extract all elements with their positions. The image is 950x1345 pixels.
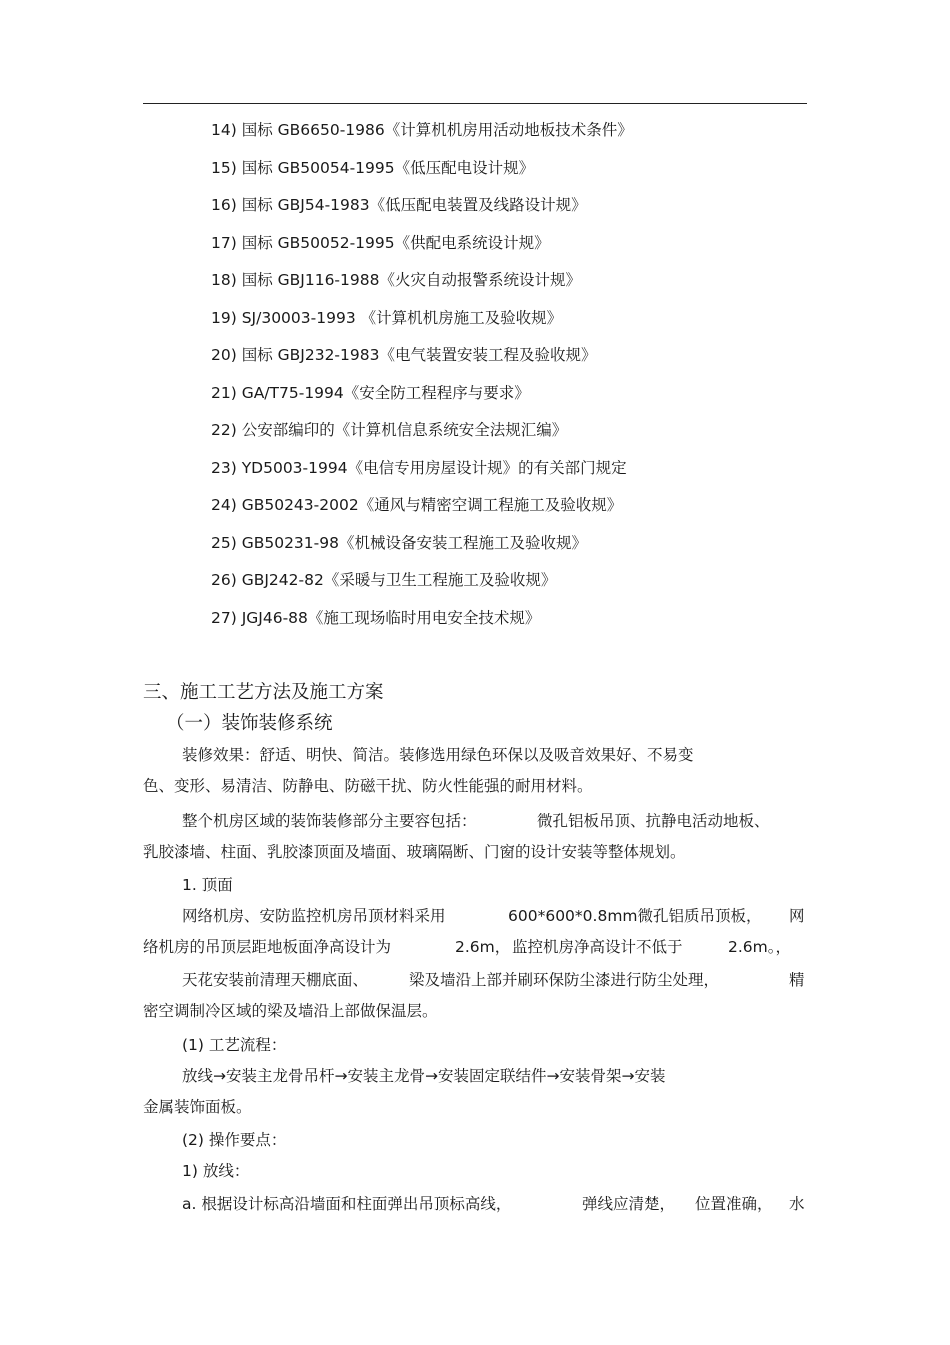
para2-line1b: 微孔铝板吊顶、抗静电活动地板、 <box>537 812 770 830</box>
step1-title: (1) 工艺流程： <box>182 1036 287 1054</box>
reference-item: 14) 国标 GB6650-1986《计算机机房用活动地板技术条件》 <box>211 121 633 139</box>
para1-line1: 装修效果：舒适、明快、简洁。装修选用绿色环保以及吸音效果好、不易变 <box>182 746 694 764</box>
reference-item: 22) 公安部编印的《计算机信息系统安全法规汇编》 <box>211 421 568 439</box>
reference-item: 26) GBJ242-82《采暖与卫生工程施工及验收规》 <box>211 571 557 589</box>
reference-item: 24) GB50243-2002《通风与精密空调工程施工及验收规》 <box>211 496 623 514</box>
reference-item: 17) 国标 GB50052-1995《供配电系统设计规》 <box>211 233 550 252</box>
para4-line1c: 精 <box>789 971 805 989</box>
reference-item: 20) 国标 GBJ232-1983《电气装置安装工程及验收规》 <box>211 346 597 364</box>
reference-item: 23) YD5003-1994《电信专用房屋设计规》的有关部门规定 <box>211 458 627 477</box>
flow-line1: 放线→安装主龙骨吊杆→安装主龙骨→安装固定联结件→安装骨架→安装 <box>182 1067 666 1085</box>
para3-line2c: 监控机房净高设计不低于 <box>512 938 683 956</box>
section-heading: 三、施工工艺方法及施工方案 <box>143 682 384 703</box>
para4-line1b: 梁及墙沿上部并刷环保防尘漆进行防尘处理， <box>409 971 720 989</box>
item1-title: 1. 顶面 <box>182 876 233 894</box>
reference-item: 19) SJ/30003-1993 《计算机机房施工及验收规》 <box>211 308 563 327</box>
para3-line2d: 2.6m。， <box>728 938 791 956</box>
point-a-part4: 水 <box>789 1195 805 1213</box>
para3-line1b: 600*600*0.8mm微孔铝质吊顶板， <box>508 907 762 925</box>
para2-line1a: 整个机房区域的装饰装修部分主要容包括： <box>182 812 477 830</box>
point-a-part1: a. 根据设计标高沿墙面和柱面弹出吊顶标高线， <box>182 1195 512 1213</box>
reference-item: 18) 国标 GBJ116-1988《火灾自动报警系统设计规》 <box>211 271 581 289</box>
step2-title: (2) 操作要点： <box>182 1131 287 1149</box>
para3-line1a: 网络机房、安防监控机房吊顶材料采用 <box>182 907 446 925</box>
reference-item: 25) GB50231-98《机械设备安装工程施工及验收规》 <box>211 533 587 552</box>
para3-line2a: 络机房的吊顶层距地板面净高设计为 <box>143 938 392 956</box>
flow-line2: 金属装饰面板。 <box>143 1098 252 1116</box>
header-rule <box>143 103 807 104</box>
para2-line2: 乳胶漆墙、柱面、乳胶漆顶面及墙面、玻璃隔断、门窗的设计安装等整体规划。 <box>143 843 686 861</box>
reference-item: 27) JGJ46-88《施工现场临时用电安全技术规》 <box>211 608 541 627</box>
para4-line1a: 天花安装前清理天棚底面、 <box>182 971 369 989</box>
subsection-heading: （一）装饰装修系统 <box>166 713 333 734</box>
point-a-part3: 位置准确， <box>695 1195 773 1213</box>
point-a-part2: 弹线应清楚， <box>582 1195 676 1213</box>
reference-item: 16) 国标 GBJ54-1983《低压配电装置及线路设计规》 <box>211 196 587 214</box>
para3-line1c: 网 <box>789 907 805 925</box>
reference-list <box>211 117 633 642</box>
point1-title: 1) 放线： <box>182 1162 250 1180</box>
reference-item: 15) 国标 GB50054-1995《低压配电设计规》 <box>211 158 535 177</box>
reference-item: 21) GA/T75-1994《安全防工程程序与要求》 <box>211 383 530 402</box>
para4-line2: 密空调制冷区域的梁及墙沿上部做保温层。 <box>143 1002 438 1020</box>
para3-line2b: 2.6m， <box>455 938 511 956</box>
para1-line2: 色、变形、易清洁、防静电、防磁干扰、防火性能强的耐用材料。 <box>143 777 593 795</box>
